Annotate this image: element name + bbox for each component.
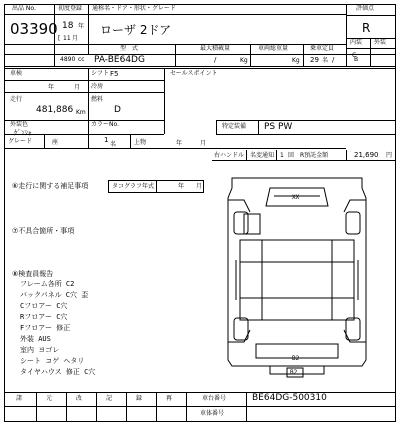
grade-label: 評価点 [356,5,375,12]
diagram-rear-mark-1: B2 [292,355,300,362]
shaken-year: 年 [48,84,55,91]
displacement-unit: cc [78,56,85,63]
diagram-rear-mark-2: B2 [290,369,298,376]
grade-field-label: グレード [8,138,33,145]
inspection-line: シート コゲ ヘタリ [20,357,85,365]
interior-label: 内装 [350,39,363,46]
exterior-label: 外装 [374,39,387,46]
footer-label: 再 [166,395,173,402]
inspection-line: 室内 ヨゴレ [20,346,60,354]
equipment-value: PS PW [264,122,293,132]
recycle-value: 21,690 [354,151,379,159]
footer-label: 録 [136,395,143,402]
inspection-line: タイヤハウス 修正 C穴 [20,368,96,376]
capacity-slash: / [332,56,335,64]
recycle-currency: 円 [386,152,393,159]
diagram-front-mark: XX [292,194,300,201]
footer-label: 改 [76,395,83,402]
shaken-label: 車検 [10,70,23,77]
transfer-value: 1 [280,152,284,159]
seat-unit: 名 [110,141,117,148]
inspection-line: フレーム各所 C2 [20,280,75,288]
gross-weight-unit: Kg [292,57,300,64]
color-no-label: カラーNo. [91,121,119,128]
model-name: ローザ 2ドア [100,23,172,37]
max-load-label: 最大積載量 [200,45,231,52]
first-reg-label: 初度登録 [58,5,83,12]
footer-label: 記 [106,395,113,402]
capacity-label: 乗車定員 [310,45,335,52]
recycle-unit: 回 [288,152,295,159]
shift-label: シフト [91,70,110,77]
recycle-label: R預託金額 [300,152,329,159]
inspection-line: 外装 AUS [20,335,51,343]
chassis-value: BE64DG-500310 [252,393,327,403]
mileage-value: 481,886 [36,105,74,115]
max-load-slash: / [214,56,217,64]
type-value: PA-BE64DG [94,55,145,65]
grade-value: R [362,21,371,35]
reg-month: 11 [63,35,71,42]
tacho-year: 年 [178,183,185,190]
tacho-label: タコグラフ年式 [112,183,155,190]
transfer-label: 名変通知 [250,152,275,159]
footer-label: 車体番号 [200,410,225,417]
aircon-label: 冷房 [91,83,104,90]
inspection-line: Rフロアー C穴 [20,313,68,321]
upper-label: 上物 [134,139,147,146]
equipment-label: 特定装備 [222,123,247,130]
lot-no-label: 出品 No. [12,5,36,12]
seats-label: 座 [52,139,59,146]
color-value: ｹﾞﾝｼｬ [14,129,32,137]
capacity-value: 29 [310,56,319,64]
gross-weight-label: 車両総重量 [258,45,289,52]
chassis-label: 車台番号 [202,395,227,402]
seat-count: 1 [104,136,109,144]
reg-year-unit: 年 [78,23,85,30]
displacement: 4890 [60,56,76,63]
reg-month-open: [ [58,35,61,42]
inspection-line: Fフロアー 修正 [20,324,71,332]
reg-year: 18 [62,21,74,31]
inspection-line: Cフロアー C穴 [20,302,68,310]
interior-value: C [352,52,357,59]
defects-label: ⑦不具合箇所・事項 [12,227,75,235]
capacity-unit: 名 [322,57,329,64]
handle-label: 右ハンドル [214,152,245,159]
fuel-value: D [114,105,121,115]
mileage-unit: Km [76,109,86,116]
fuel-label: 燃料 [91,96,104,103]
inspection-label: ⑧検査員報告 [12,270,54,278]
exterior-value: B [354,56,359,63]
color-label: 外装色 [10,121,29,128]
selling-points-label: セールスポイント [170,70,218,77]
tacho-month: 月 [196,183,203,190]
model-label: 通称名・ドア・形状・グレード [92,5,176,12]
inspection-line: バックパネル C穴 歪 [20,291,89,299]
shift-value: F5 [110,70,119,78]
type-label: 型 式 [120,45,139,52]
mileage-label: 走行 [10,96,23,103]
max-load-unit: Kg [240,57,248,64]
reg-month-unit: 月 [72,35,79,42]
upper-month: 月 [200,140,207,147]
upper-year: 年 [176,140,183,147]
lot-no: 03390 [10,20,58,38]
shaken-month: 月 [74,84,81,91]
footer-label: 諸 [16,395,23,402]
footer-label: 元 [46,395,53,402]
running-notes-label: ⑥走行に関する補足事項 [12,182,89,190]
